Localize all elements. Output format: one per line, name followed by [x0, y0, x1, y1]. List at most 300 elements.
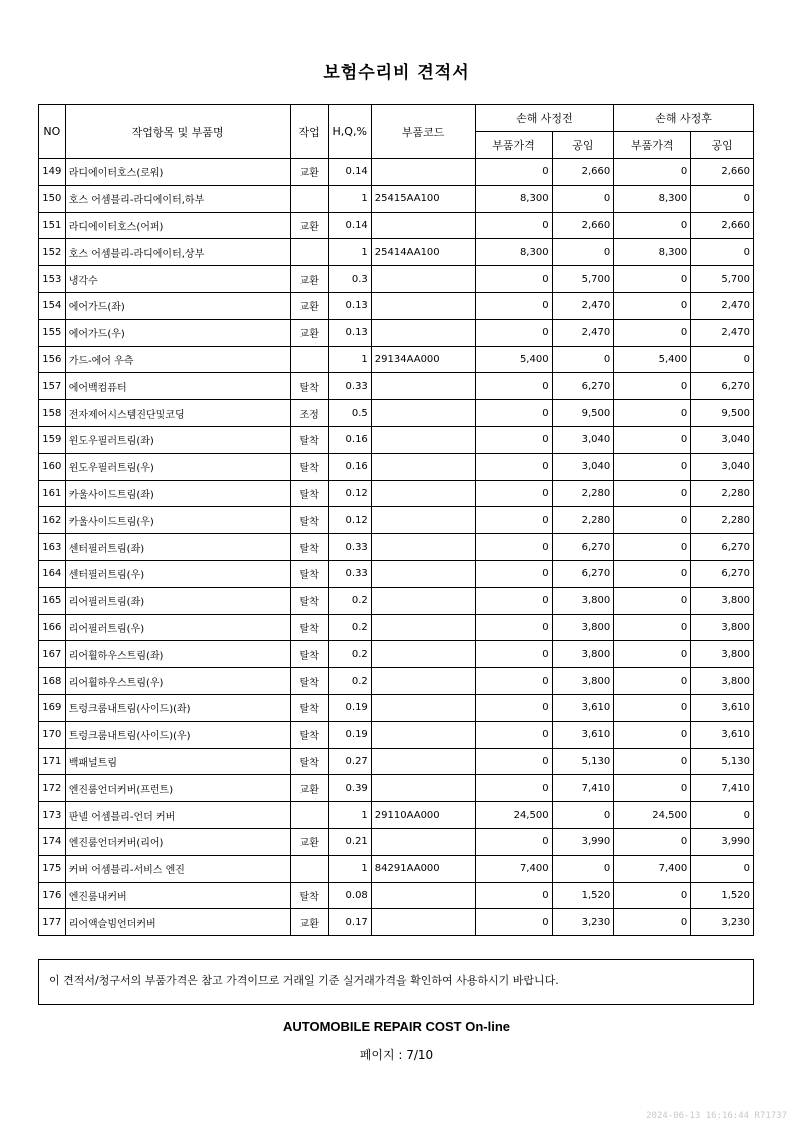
row-hq: 0.33	[328, 560, 371, 587]
table-row	[39, 346, 754, 373]
row-after-part-price: 0	[614, 266, 691, 293]
row-before-part-price: 0	[475, 614, 552, 641]
row-before-labor: 0	[552, 855, 614, 882]
row-item-name: 커버 어셈블리-서비스 엔진	[65, 855, 290, 882]
row-after-labor: 5,130	[691, 748, 754, 775]
row-before-labor: 7,410	[552, 775, 614, 802]
row-item-name: 트렁크룸내트림(사이드)(좌)	[65, 694, 290, 721]
row-work-type	[290, 855, 328, 882]
row-item-name: 엔진룸내커버	[65, 882, 290, 909]
row-work-type: 탈착	[290, 587, 328, 614]
row-before-part-price: 0	[475, 212, 552, 239]
row-before-part-price: 0	[475, 400, 552, 427]
row-hq: 0.19	[328, 694, 371, 721]
row-hq: 0.5	[328, 400, 371, 427]
row-before-labor: 3,230	[552, 909, 614, 936]
row-before-part-price: 0	[475, 694, 552, 721]
row-item-name: 센터필러트림(우)	[65, 560, 290, 587]
row-work-type: 교환	[290, 775, 328, 802]
row-part-code	[371, 212, 475, 239]
row-part-code	[371, 400, 475, 427]
row-no: 156	[39, 346, 66, 373]
row-after-labor: 0	[691, 239, 754, 266]
row-after-labor: 0	[691, 185, 754, 212]
row-hq: 1	[328, 855, 371, 882]
row-after-part-price: 0	[614, 694, 691, 721]
row-part-code: 84291AA000	[371, 855, 475, 882]
row-before-labor: 0	[552, 802, 614, 829]
row-part-code	[371, 534, 475, 561]
row-part-code	[371, 828, 475, 855]
row-after-labor: 9,500	[691, 400, 754, 427]
row-after-labor: 3,990	[691, 828, 754, 855]
row-hq: 1	[328, 239, 371, 266]
row-item-name: 윈도우필러트림(우)	[65, 453, 290, 480]
row-after-part-price: 0	[614, 400, 691, 427]
row-item-name: 센터필러트림(좌)	[65, 534, 290, 561]
table-row	[39, 721, 754, 748]
table-row	[39, 641, 754, 668]
row-after-labor: 7,410	[691, 775, 754, 802]
row-work-type: 탈착	[290, 560, 328, 587]
row-no: 173	[39, 802, 66, 829]
row-before-part-price: 0	[475, 159, 552, 186]
row-after-labor: 2,470	[691, 319, 754, 346]
row-before-labor: 3,800	[552, 641, 614, 668]
row-before-labor: 2,280	[552, 480, 614, 507]
row-before-part-price: 0	[475, 668, 552, 695]
row-part-code	[371, 775, 475, 802]
row-after-labor: 2,660	[691, 212, 754, 239]
table-row	[39, 828, 754, 855]
row-item-name: 호스 어셈블리-라디에이터,상부	[65, 239, 290, 266]
header-after-assessment: 손해 사정후	[614, 105, 754, 132]
row-item-name: 윈도우필러트림(좌)	[65, 426, 290, 453]
row-no: 165	[39, 587, 66, 614]
row-no: 154	[39, 292, 66, 319]
row-no: 175	[39, 855, 66, 882]
table-row	[39, 507, 754, 534]
row-after-part-price: 0	[614, 373, 691, 400]
row-hq: 0.27	[328, 748, 371, 775]
row-before-part-price: 24,500	[475, 802, 552, 829]
row-hq: 0.3	[328, 266, 371, 293]
row-work-type: 교환	[290, 828, 328, 855]
row-part-code	[371, 909, 475, 936]
row-before-labor: 3,800	[552, 614, 614, 641]
row-after-part-price: 0	[614, 507, 691, 534]
row-after-labor: 3,800	[691, 641, 754, 668]
row-item-name: 리어필러트림(우)	[65, 614, 290, 641]
row-item-name: 에어가드(우)	[65, 319, 290, 346]
row-before-labor: 6,270	[552, 534, 614, 561]
row-work-type	[290, 346, 328, 373]
table-row	[39, 614, 754, 641]
row-part-code	[371, 507, 475, 534]
row-work-type: 탈착	[290, 426, 328, 453]
row-no: 152	[39, 239, 66, 266]
row-item-name: 전자제어시스템진단및코딩	[65, 400, 290, 427]
row-no: 157	[39, 373, 66, 400]
row-before-labor: 3,800	[552, 587, 614, 614]
row-work-type: 탈착	[290, 882, 328, 909]
row-before-part-price: 0	[475, 373, 552, 400]
table-row	[39, 292, 754, 319]
row-before-labor: 3,040	[552, 453, 614, 480]
row-work-type: 탈착	[290, 614, 328, 641]
row-before-part-price: 0	[475, 748, 552, 775]
row-work-type: 탈착	[290, 507, 328, 534]
row-item-name: 라디에이터호스(어퍼)	[65, 212, 290, 239]
row-part-code	[371, 721, 475, 748]
price-notice: 이 견적서/청구서의 부품가격은 참고 가격이므로 거래일 기준 실거래가격을 확인하여 사용하시기 바랍니다.	[38, 959, 754, 1005]
row-hq: 0.14	[328, 159, 371, 186]
row-no: 163	[39, 534, 66, 561]
row-hq: 0.16	[328, 453, 371, 480]
row-hq: 0.12	[328, 507, 371, 534]
row-item-name: 라디에이터호스(로워)	[65, 159, 290, 186]
row-hq: 0.12	[328, 480, 371, 507]
row-before-labor: 2,660	[552, 159, 614, 186]
row-before-labor: 3,610	[552, 721, 614, 748]
row-after-labor: 3,610	[691, 694, 754, 721]
row-before-part-price: 0	[475, 507, 552, 534]
row-after-part-price: 8,300	[614, 185, 691, 212]
header-before-labor: 공임	[552, 132, 614, 159]
table-row	[39, 909, 754, 936]
row-after-labor: 3,040	[691, 426, 754, 453]
row-part-code	[371, 560, 475, 587]
table-row	[39, 748, 754, 775]
row-hq: 0.13	[328, 292, 371, 319]
row-part-code	[371, 882, 475, 909]
row-before-labor: 0	[552, 346, 614, 373]
row-after-part-price: 0	[614, 426, 691, 453]
row-part-code	[371, 480, 475, 507]
row-part-code: 25415AA100	[371, 185, 475, 212]
row-hq: 0.14	[328, 212, 371, 239]
row-hq: 0.16	[328, 426, 371, 453]
row-work-type: 조정	[290, 400, 328, 427]
row-before-labor: 9,500	[552, 400, 614, 427]
row-before-part-price: 0	[475, 426, 552, 453]
row-part-code	[371, 641, 475, 668]
row-after-part-price: 0	[614, 534, 691, 561]
table-row	[39, 882, 754, 909]
row-part-code	[371, 266, 475, 293]
row-before-part-price: 0	[475, 480, 552, 507]
row-part-code	[371, 614, 475, 641]
table-row	[39, 855, 754, 882]
row-part-code	[371, 694, 475, 721]
table-row	[39, 400, 754, 427]
row-after-labor: 0	[691, 855, 754, 882]
row-after-part-price: 7,400	[614, 855, 691, 882]
row-hq: 1	[328, 346, 371, 373]
row-after-part-price: 8,300	[614, 239, 691, 266]
row-item-name: 엔진룸언더커버(프런트)	[65, 775, 290, 802]
page-number: 페이지 : 7/10	[359, 1048, 434, 1062]
row-after-labor: 3,230	[691, 909, 754, 936]
row-after-part-price: 0	[614, 641, 691, 668]
header-work: 작업	[290, 105, 328, 159]
row-before-part-price: 0	[475, 721, 552, 748]
row-after-labor: 2,660	[691, 159, 754, 186]
row-work-type: 탈착	[290, 668, 328, 695]
header-no: NO	[39, 105, 66, 159]
row-no: 167	[39, 641, 66, 668]
row-work-type	[290, 802, 328, 829]
row-item-name: 카울사이드트림(우)	[65, 507, 290, 534]
row-part-code	[371, 373, 475, 400]
row-no: 164	[39, 560, 66, 587]
row-before-labor: 5,700	[552, 266, 614, 293]
row-work-type	[290, 185, 328, 212]
table-row	[39, 266, 754, 293]
row-before-part-price: 0	[475, 534, 552, 561]
row-before-part-price: 0	[475, 909, 552, 936]
row-after-labor: 3,800	[691, 587, 754, 614]
row-after-labor: 3,610	[691, 721, 754, 748]
row-after-part-price: 0	[614, 668, 691, 695]
row-hq: 0.33	[328, 534, 371, 561]
row-hq: 0.17	[328, 909, 371, 936]
row-before-part-price: 0	[475, 641, 552, 668]
table-row	[39, 802, 754, 829]
row-item-name: 백패널트림	[65, 748, 290, 775]
row-no: 172	[39, 775, 66, 802]
row-after-part-price: 0	[614, 721, 691, 748]
header-hq: H,Q,%	[328, 105, 371, 159]
row-work-type: 교환	[290, 292, 328, 319]
row-hq: 0.08	[328, 882, 371, 909]
row-after-part-price: 0	[614, 775, 691, 802]
row-after-part-price: 0	[614, 159, 691, 186]
row-no: 153	[39, 266, 66, 293]
row-before-labor: 2,470	[552, 319, 614, 346]
row-work-type: 탈착	[290, 694, 328, 721]
row-part-code	[371, 159, 475, 186]
row-before-part-price: 0	[475, 775, 552, 802]
row-part-code: 25414AA100	[371, 239, 475, 266]
row-item-name: 가드-에어 우측	[65, 346, 290, 373]
row-no: 166	[39, 614, 66, 641]
table-row	[39, 587, 754, 614]
row-hq: 0.2	[328, 614, 371, 641]
row-before-part-price: 7,400	[475, 855, 552, 882]
row-no: 177	[39, 909, 66, 936]
row-after-part-price: 0	[614, 212, 691, 239]
table-row	[39, 239, 754, 266]
header-before-part-price: 부품가격	[475, 132, 552, 159]
row-no: 150	[39, 185, 66, 212]
estimate-table	[38, 104, 754, 936]
row-after-labor: 6,270	[691, 560, 754, 587]
row-after-part-price: 5,400	[614, 346, 691, 373]
row-part-code	[371, 453, 475, 480]
row-before-part-price: 0	[475, 828, 552, 855]
row-work-type: 탈착	[290, 641, 328, 668]
row-before-labor: 3,990	[552, 828, 614, 855]
table-row	[39, 185, 754, 212]
row-work-type: 교환	[290, 266, 328, 293]
row-after-part-price: 0	[614, 560, 691, 587]
row-work-type: 탈착	[290, 534, 328, 561]
row-item-name: 리어휠하우스트림(좌)	[65, 641, 290, 668]
row-item-name: 리어액슬빔언더커버	[65, 909, 290, 936]
row-work-type: 탈착	[290, 721, 328, 748]
row-after-labor: 0	[691, 346, 754, 373]
row-work-type: 탈착	[290, 373, 328, 400]
row-before-part-price: 0	[475, 882, 552, 909]
row-before-part-price: 8,300	[475, 185, 552, 212]
row-before-labor: 2,660	[552, 212, 614, 239]
row-work-type: 탈착	[290, 748, 328, 775]
row-before-part-price: 0	[475, 319, 552, 346]
row-part-code	[371, 748, 475, 775]
row-hq: 0.2	[328, 641, 371, 668]
print-timestamp: 2024-06-13 16:16:44 R71737	[646, 1111, 787, 1121]
row-after-part-price: 24,500	[614, 802, 691, 829]
row-before-part-price: 0	[475, 587, 552, 614]
row-before-labor: 2,470	[552, 292, 614, 319]
row-after-part-price: 0	[614, 828, 691, 855]
row-part-code: 29134AA000	[371, 346, 475, 373]
table-row	[39, 694, 754, 721]
row-before-labor: 1,520	[552, 882, 614, 909]
row-work-type: 교환	[290, 909, 328, 936]
row-work-type	[290, 239, 328, 266]
row-work-type: 탈착	[290, 480, 328, 507]
row-before-part-price: 0	[475, 453, 552, 480]
row-work-type: 교환	[290, 319, 328, 346]
row-hq: 0.39	[328, 775, 371, 802]
table-row	[39, 159, 754, 186]
row-no: 162	[39, 507, 66, 534]
row-no: 149	[39, 159, 66, 186]
row-work-type: 교환	[290, 159, 328, 186]
row-after-labor: 3,800	[691, 614, 754, 641]
row-after-labor: 2,470	[691, 292, 754, 319]
row-work-type: 교환	[290, 212, 328, 239]
row-hq: 0.21	[328, 828, 371, 855]
document-title: 보험수리비 견적서	[323, 63, 470, 83]
row-hq: 0.33	[328, 373, 371, 400]
footer-title: AUTOMOBILE REPAIR COST On-line	[282, 1019, 511, 1034]
row-after-labor: 3,800	[691, 668, 754, 695]
row-no: 168	[39, 668, 66, 695]
row-part-code	[371, 668, 475, 695]
header-before-assessment: 손해 사정전	[475, 105, 614, 132]
row-part-code	[371, 319, 475, 346]
row-item-name: 에어가드(좌)	[65, 292, 290, 319]
table-row	[39, 426, 754, 453]
table-row	[39, 480, 754, 507]
row-before-part-price: 5,400	[475, 346, 552, 373]
row-no: 158	[39, 400, 66, 427]
row-part-code: 29110AA000	[371, 802, 475, 829]
row-hq: 0.19	[328, 721, 371, 748]
row-work-type: 탈착	[290, 453, 328, 480]
row-before-labor: 5,130	[552, 748, 614, 775]
row-after-labor: 2,280	[691, 507, 754, 534]
table-row	[39, 560, 754, 587]
row-after-part-price: 0	[614, 748, 691, 775]
row-after-part-price: 0	[614, 453, 691, 480]
row-item-name: 판넬 어셈블리-언더 커버	[65, 802, 290, 829]
row-no: 169	[39, 694, 66, 721]
table-row	[39, 212, 754, 239]
row-after-part-price: 0	[614, 292, 691, 319]
row-item-name: 냉각수	[65, 266, 290, 293]
row-after-labor: 2,280	[691, 480, 754, 507]
row-before-labor: 3,610	[552, 694, 614, 721]
row-item-name: 호스 어셈블리-라디에이터,하부	[65, 185, 290, 212]
row-after-labor: 0	[691, 802, 754, 829]
row-no: 174	[39, 828, 66, 855]
row-before-labor: 6,270	[552, 560, 614, 587]
row-item-name: 리어휠하우스트림(우)	[65, 668, 290, 695]
header-item: 작업항목 및 부품명	[65, 105, 290, 159]
row-no: 151	[39, 212, 66, 239]
table-row	[39, 319, 754, 346]
row-item-name: 카울사이드트림(좌)	[65, 480, 290, 507]
row-after-part-price: 0	[614, 480, 691, 507]
row-before-labor: 3,040	[552, 426, 614, 453]
header-part-code: 부품코드	[371, 105, 475, 159]
row-no: 170	[39, 721, 66, 748]
header-after-part-price: 부품가격	[614, 132, 691, 159]
row-hq: 0.2	[328, 668, 371, 695]
row-no: 161	[39, 480, 66, 507]
row-hq: 0.2	[328, 587, 371, 614]
row-no: 155	[39, 319, 66, 346]
row-hq: 0.13	[328, 319, 371, 346]
row-hq: 1	[328, 185, 371, 212]
row-hq: 1	[328, 802, 371, 829]
row-before-labor: 6,270	[552, 373, 614, 400]
row-after-part-price: 0	[614, 882, 691, 909]
row-part-code	[371, 292, 475, 319]
row-no: 159	[39, 426, 66, 453]
row-item-name: 에어백컴퓨터	[65, 373, 290, 400]
row-before-part-price: 0	[475, 292, 552, 319]
row-item-name: 리어필러트림(좌)	[65, 587, 290, 614]
row-after-labor: 1,520	[691, 882, 754, 909]
row-after-labor: 3,040	[691, 453, 754, 480]
row-part-code	[371, 587, 475, 614]
row-before-labor: 0	[552, 185, 614, 212]
table-row	[39, 668, 754, 695]
row-after-part-price: 0	[614, 319, 691, 346]
row-item-name: 트렁크룸내트림(사이드)(우)	[65, 721, 290, 748]
row-before-part-price: 0	[475, 560, 552, 587]
header-after-labor: 공임	[691, 132, 754, 159]
row-before-labor: 3,800	[552, 668, 614, 695]
row-part-code	[371, 426, 475, 453]
table-row	[39, 775, 754, 802]
row-no: 171	[39, 748, 66, 775]
row-before-part-price: 0	[475, 266, 552, 293]
row-no: 160	[39, 453, 66, 480]
table-row	[39, 453, 754, 480]
row-after-part-price: 0	[614, 614, 691, 641]
row-after-part-price: 0	[614, 587, 691, 614]
table-row	[39, 373, 754, 400]
table-row	[39, 534, 754, 561]
row-after-labor: 6,270	[691, 373, 754, 400]
row-after-part-price: 0	[614, 909, 691, 936]
